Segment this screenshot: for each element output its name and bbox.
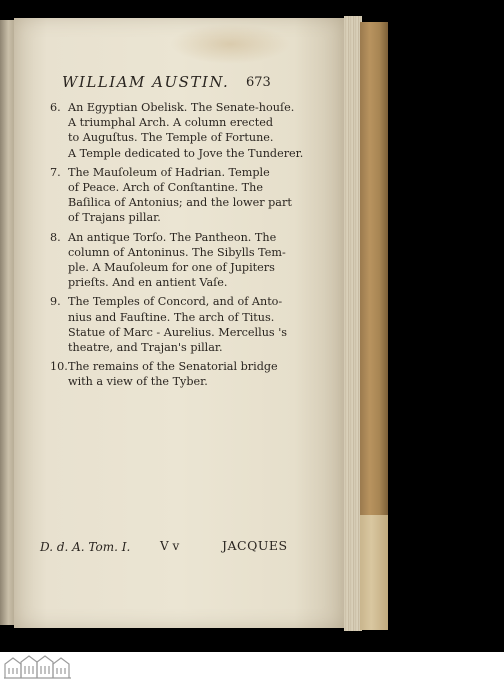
- item-line: An Egyptian Obelisk. The Senate-houſe.: [68, 101, 295, 114]
- item-text: [68, 359, 278, 389]
- item-number: 7.: [50, 165, 61, 179]
- item-line: The Temples of Concord, and of Anto-: [68, 295, 283, 309]
- signature-mark: D. d. A. Tom. I.: [40, 540, 131, 554]
- item-line: of Trajans pillar.: [68, 211, 161, 225]
- item-text: [68, 100, 303, 161]
- item-line: Statue of Marc - Aurelius. Mercellus 's: [68, 325, 288, 339]
- item-line: The Mauſoleum of Hadrian. Temple: [68, 165, 270, 179]
- item-line: Baſilica of Antonius; and the lower part: [68, 196, 292, 210]
- list-item: [50, 230, 286, 291]
- item-line: A Temple dedicated to Jove the Tunderer.: [68, 146, 304, 160]
- item-line: theatre, and Trajan's pillar.: [68, 341, 223, 355]
- item-line: An antique Torſo. The Pantheon. The: [68, 230, 277, 244]
- item-line: column of Antoninus. The Sibylls Tem-: [68, 245, 286, 259]
- item-line: of Peace. Arch of Conſtantine. The: [68, 181, 263, 195]
- item-text: [68, 294, 287, 355]
- library-building-icon: [3, 654, 73, 679]
- item-line: nius and Fauſtine. The arch of Titus.: [68, 310, 275, 324]
- item-line: prieſts. And en antient Vaſe.: [68, 276, 228, 290]
- previous-page-edge: [0, 20, 14, 625]
- item-number: 10.: [50, 360, 68, 374]
- page-number: 673: [246, 75, 271, 90]
- item-line: A triumphal Arch. A column erected: [68, 116, 273, 130]
- catchword: JACQUES: [222, 538, 288, 553]
- list-item: [50, 165, 292, 226]
- paper-stain: [170, 24, 290, 64]
- list-item: [50, 359, 278, 389]
- item-number: 9.: [50, 295, 61, 309]
- item-number: 8.: [50, 230, 61, 244]
- list-item: [50, 294, 288, 355]
- item-line: with a view of the Tyber.: [68, 375, 208, 389]
- item-line: ple. A Mauſoleum for one of Jupiters: [68, 261, 275, 275]
- list-item: [50, 100, 304, 161]
- item-text: [68, 165, 292, 226]
- book-cover-lower: [360, 515, 388, 630]
- plate-list: [50, 100, 304, 394]
- viewer-footer-bar: [0, 652, 504, 681]
- running-header-title: WILLIAM AUSTIN.: [62, 73, 230, 91]
- item-number: 6.: [50, 101, 61, 114]
- item-line: to Auguſtus. The Temple of Fortune.: [68, 131, 274, 145]
- item-text: [68, 230, 286, 291]
- item-line: The remains of the Senatorial bridge: [68, 360, 278, 374]
- gathering-mark: V v: [160, 539, 180, 553]
